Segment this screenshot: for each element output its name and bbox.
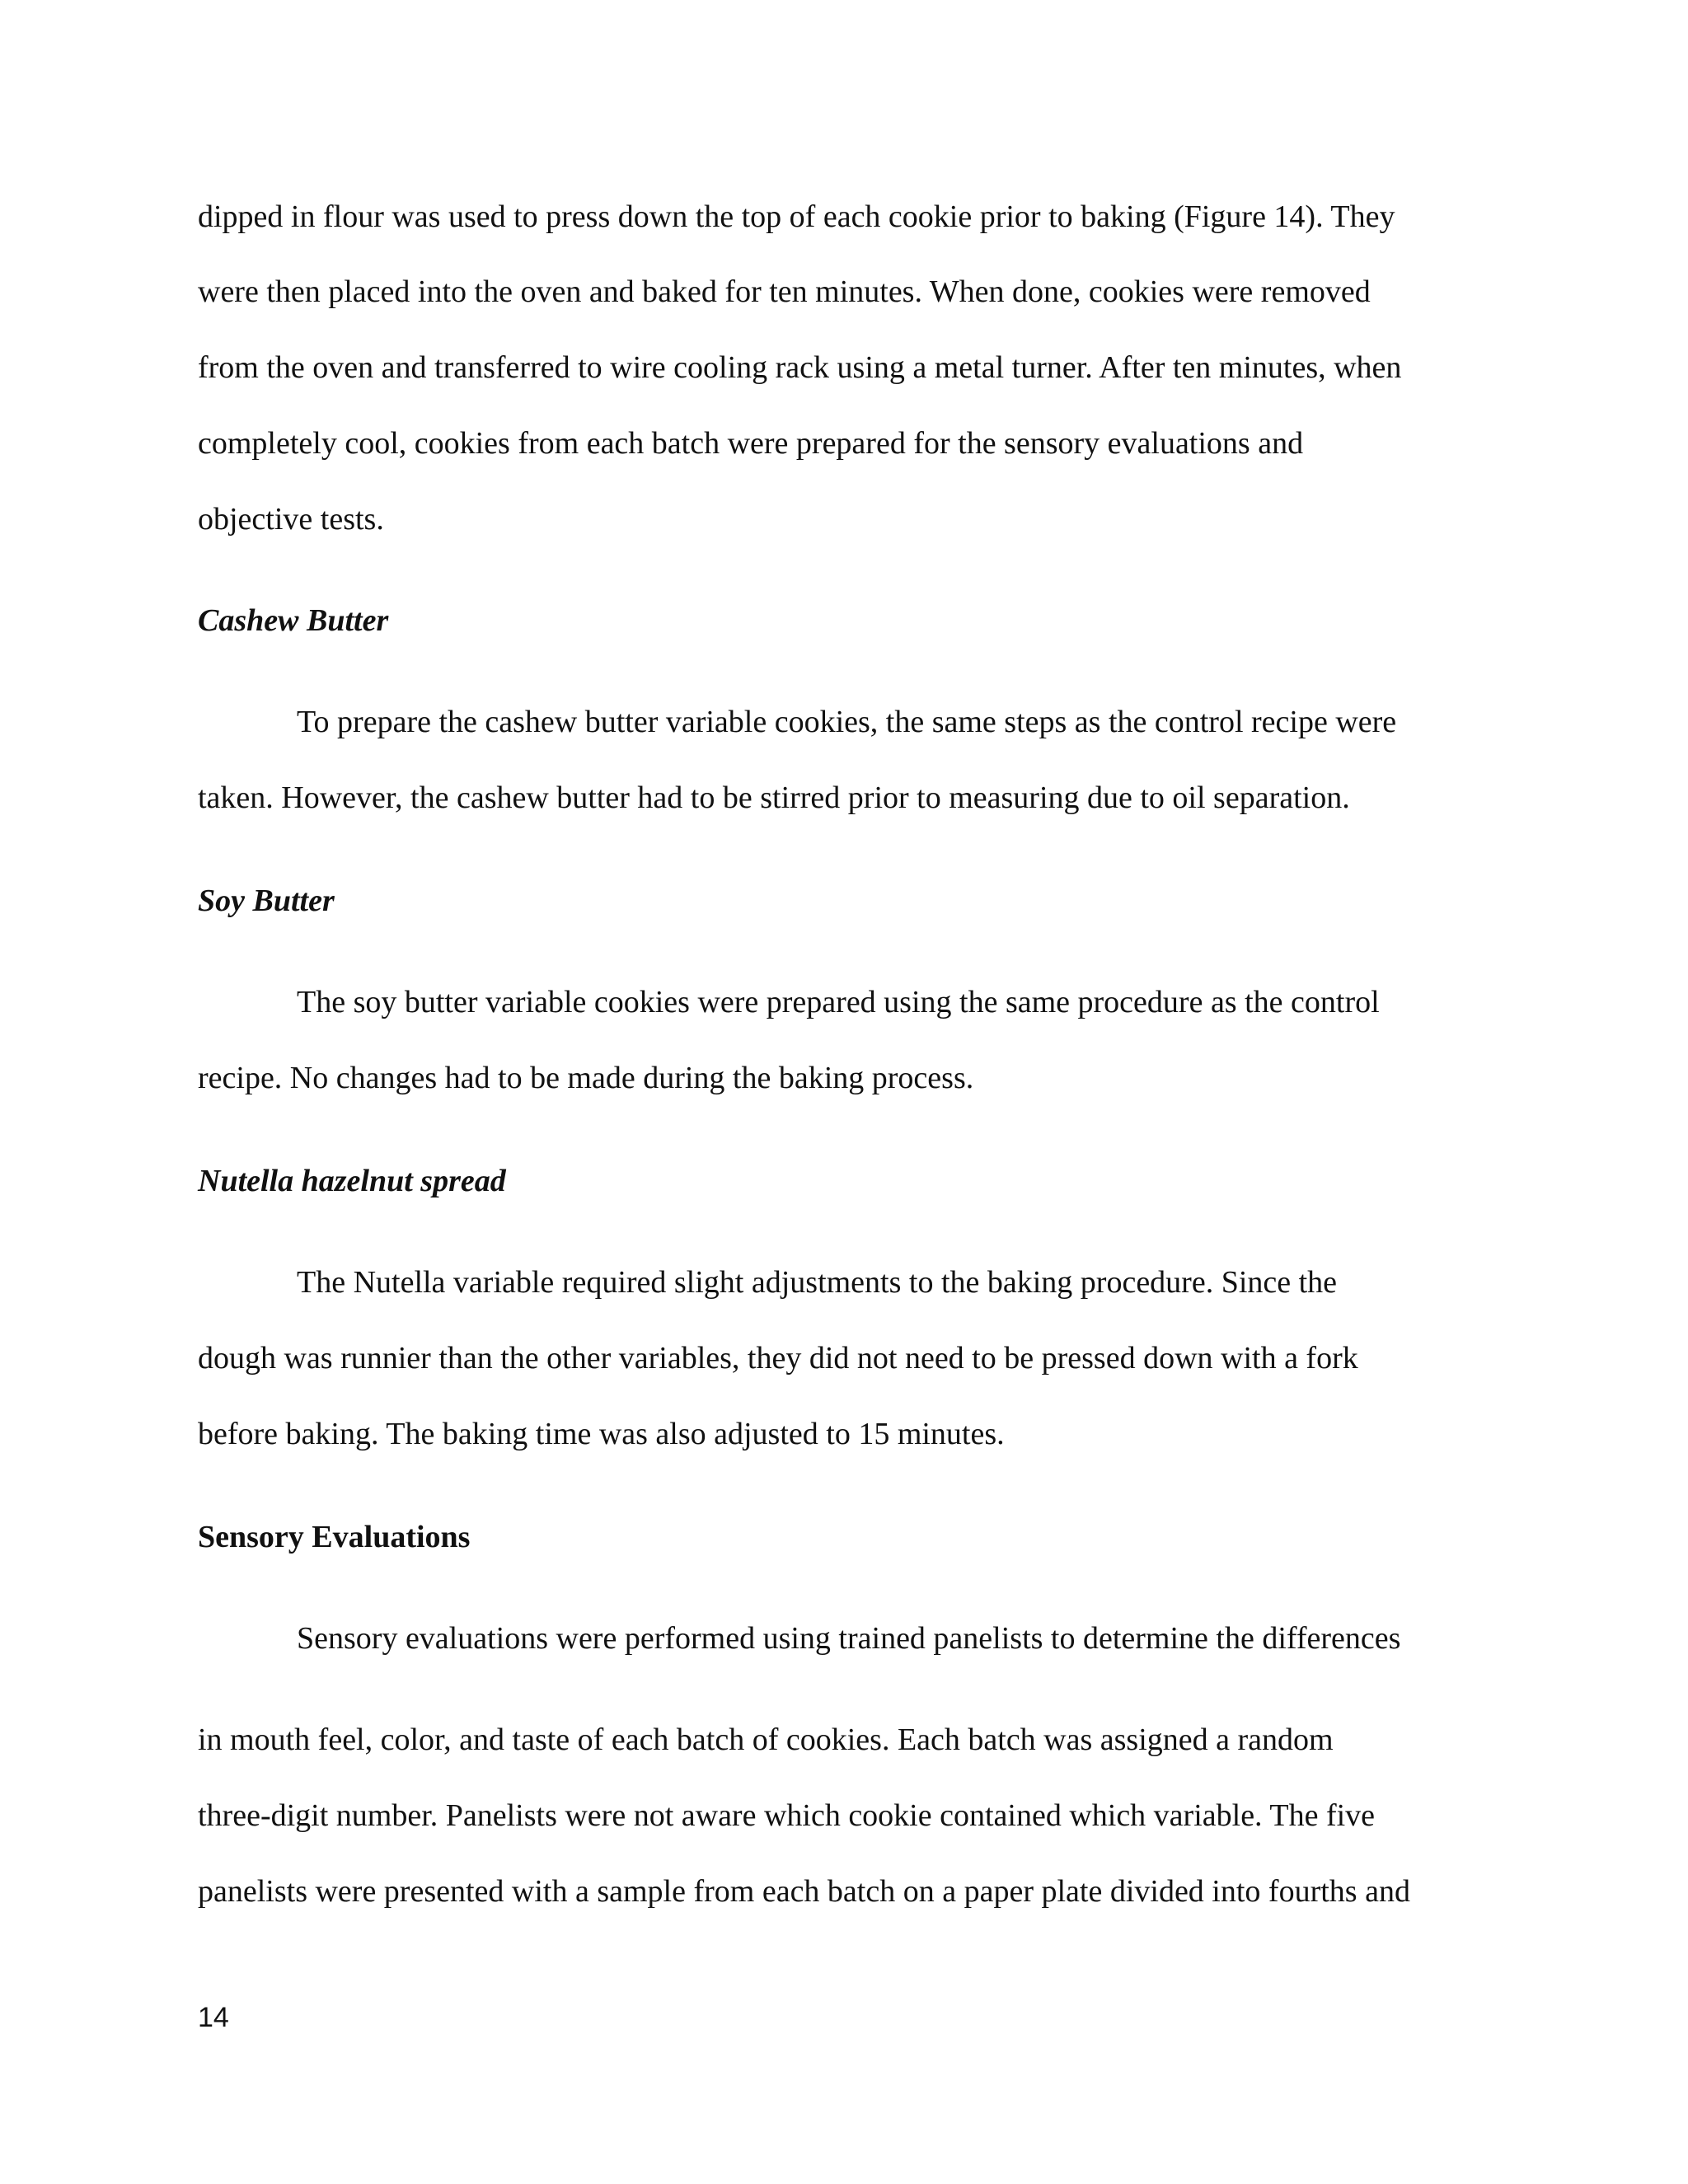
body-text-line: were then placed into the oven and baked for ten minutes. When done, cookies were removed <box>198 274 1371 309</box>
body-text-line: taken. However, the cashew butter had to be stirred prior to measuring due to oil separation. <box>198 780 1350 815</box>
page-number: 14 <box>198 2002 229 2033</box>
body-text-line: before baking. The baking time was also adjusted to 15 minutes. <box>198 1417 1005 1451</box>
body-text-line: three-digit number. Panelists were not aware which cookie contained which variable. The five <box>198 1798 1376 1833</box>
section-heading-sensory-evaluations: Sensory Evaluations <box>198 1520 471 1554</box>
section-subheading-nutella: Nutella hazelnut spread <box>198 1164 506 1198</box>
body-text-line: Sensory evaluations were performed using trained panelists to determine the differences <box>297 1621 1401 1656</box>
body-text-line: dough was runnier than the other variables, they did not need to be pressed down with a fork <box>198 1341 1358 1376</box>
section-subheading-cashew-butter: Cashew Butter <box>198 603 389 638</box>
body-text-line: completely cool, cookies from each batch were prepared for the sensory evaluations and <box>198 426 1304 461</box>
body-text-line: from the oven and transferred to wire cooling rack using a metal turner. After ten minutes, when <box>198 350 1402 385</box>
body-text-line: The Nutella variable required slight adjustments to the baking procedure. Since the <box>297 1265 1338 1300</box>
body-text-line: To prepare the cashew butter variable cookies, the same steps as the control recipe were <box>297 705 1397 739</box>
body-text-line: dipped in flour was used to press down the top of each cookie prior to baking (Figure 14). They <box>198 199 1395 234</box>
body-text-line: panelists were presented with a sample from each batch on a paper plate divided into fourths and <box>198 1874 1410 1909</box>
body-text-line: The soy butter variable cookies were prepared using the same procedure as the control <box>297 985 1380 1019</box>
body-text-line: objective tests. <box>198 502 384 537</box>
section-subheading-soy-butter: Soy Butter <box>198 883 335 918</box>
body-text-line: in mouth feel, color, and taste of each batch of cookies. Each batch was assigned a random <box>198 1722 1334 1757</box>
body-text-line: recipe. No changes had to be made during the baking process. <box>198 1061 974 1095</box>
